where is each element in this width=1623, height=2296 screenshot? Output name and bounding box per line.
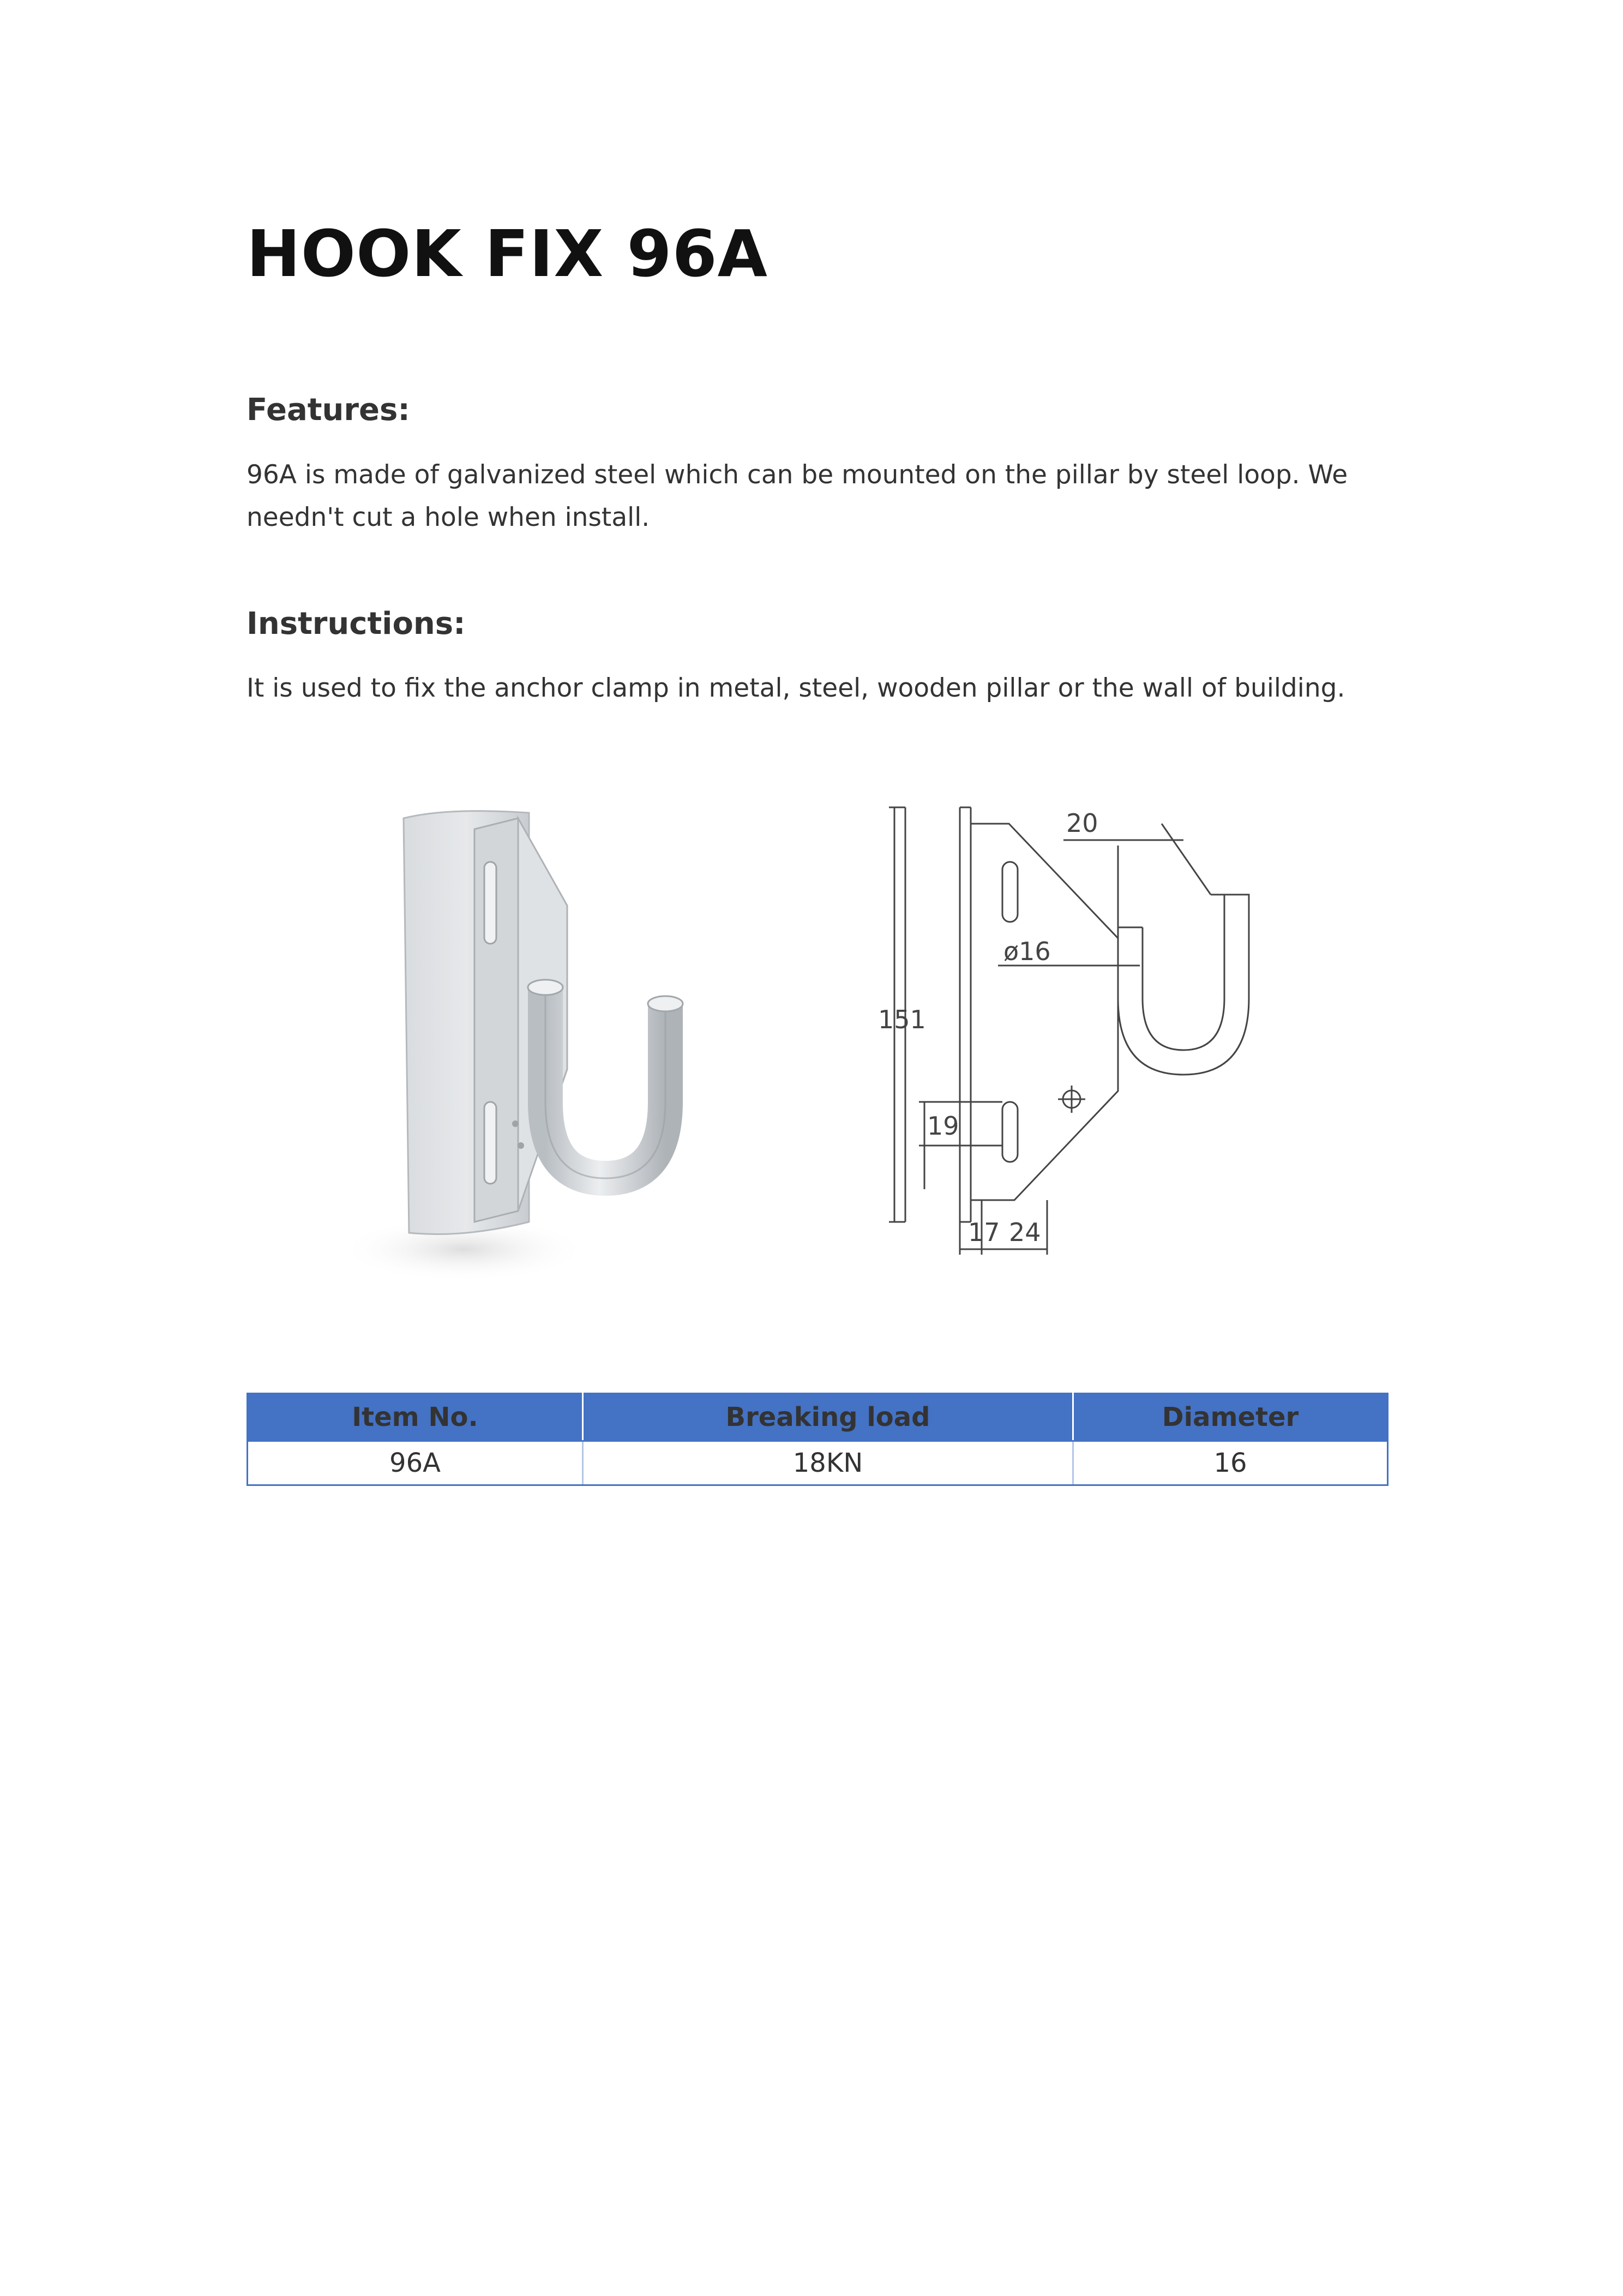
technical-drawing [878, 796, 1293, 1266]
instructions-heading: Instructions: [247, 606, 466, 642]
features-heading: Features: [247, 392, 410, 428]
header-item-no: Item No. [248, 1394, 583, 1441]
dim-base-a-label: 17 [968, 1218, 1000, 1247]
spec-table [247, 1393, 1388, 1486]
instructions-text: It is used to fix the anchor clamp in metal, steel, wooden pillar or the wall of building. [247, 673, 1345, 703]
cell-breaking-load: 18KN [583, 1441, 1073, 1485]
dim-slot-label: 19 [927, 1111, 959, 1141]
header-diameter: Diameter [1073, 1394, 1388, 1441]
dim-offset-label: 20 [1066, 808, 1098, 838]
cell-item-no: 96A [248, 1441, 583, 1485]
product-photo [338, 796, 731, 1309]
features-text: 96A is made of galvanized steel which can be mounted on the pillar by steel loop. We needn't cut a hole when install. [247, 460, 1348, 532]
dim-diameter-label: ø16 [1003, 937, 1051, 966]
cell-diameter: 16 [1073, 1441, 1388, 1485]
table-header-row [248, 1394, 1388, 1441]
page-title: HOOK FIX 96A [247, 216, 768, 291]
dim-base-b-label: 24 [1009, 1218, 1041, 1247]
table-row [248, 1441, 1388, 1485]
dim-height-label: 151 [878, 1005, 926, 1034]
header-breaking-load: Breaking load [583, 1394, 1073, 1441]
